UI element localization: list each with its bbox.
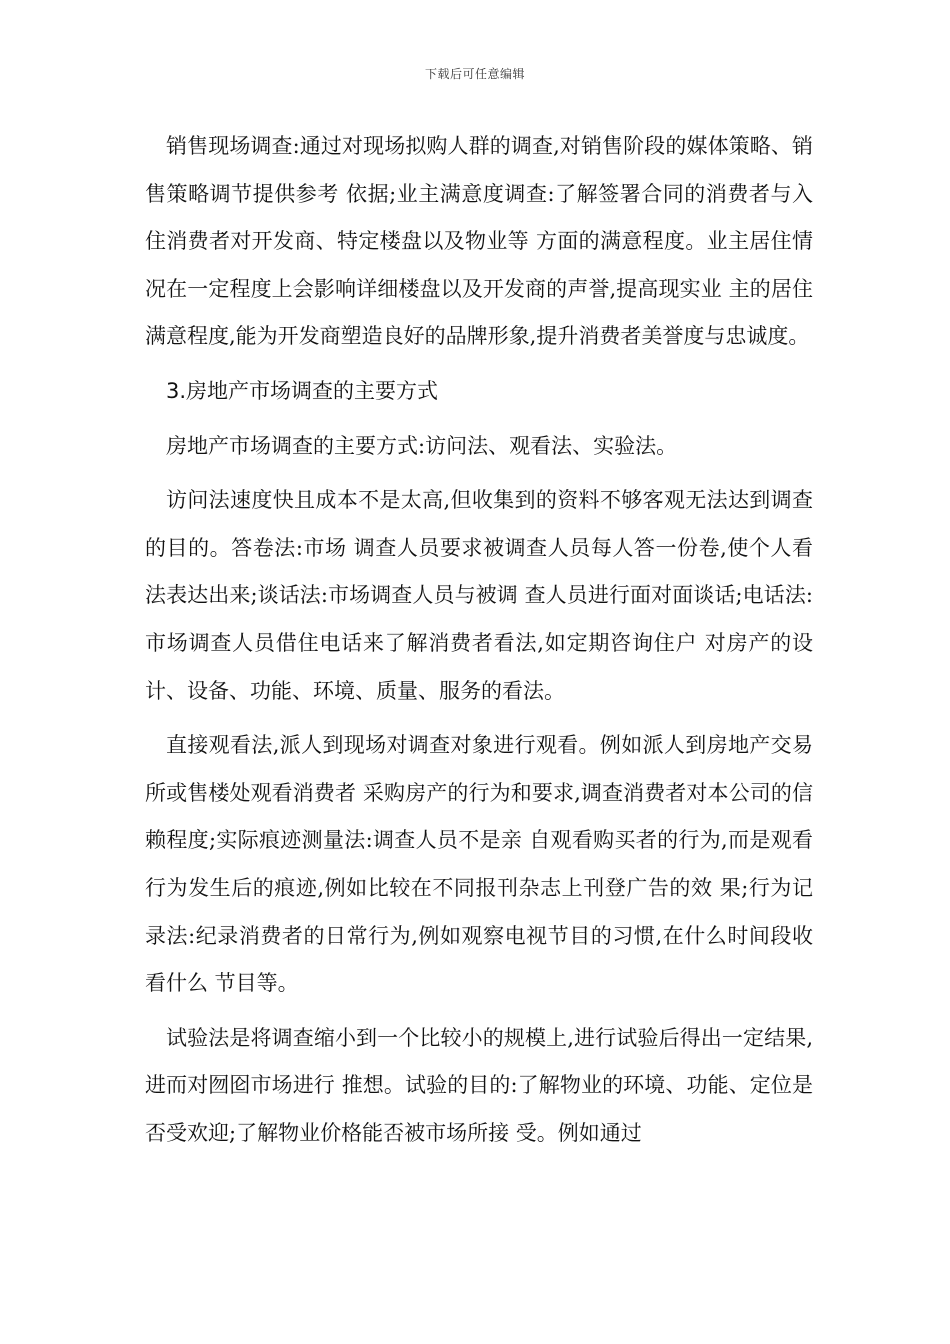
paragraph-methods-overview: 房地产市场调查的主要方式:访问法、观看法、实验法。 (166, 433, 678, 458)
page-header: 下载后可任意编辑 (424, 67, 525, 81)
paragraph-sales-survey: 销售现场调查:通过对现场拟购人群的调查,对销售阶段的媒体策略、销售策略调节提供参考 依据;业主满意度调查:了解签署合同的消费者与入住消费者对开发商、特定楼盘以及物业等 方面的满意程度。业主居住情况在一定程度上会影响详细楼盘以及开发商的声誉,提高现实业 主的居住满意程度,能为开发商塑造良好的品牌形象,提升消费者美誉度与忠诚度。 (145, 134, 813, 349)
paragraph-observation-method: 直接观看法,派人到现场对调查对象进行观看。例如派人到房地产交易所或售楼处观看消费者 采购房产的行为和要求,调查消费者对本公司的信赖程度;实际痕迹测量法:调查人员不是亲 自观看购买者的行为,而是观看行为发生后的痕迹,例如比较在不同报刊杂志上刊登广告的效 果;行为记录法:纪录消费者的日常行为,例如观察电视节目的习惯,在什么时间段收看什么 节目等。 (145, 733, 813, 996)
paragraph-experiment-method: 试验法是将调查缩小到一个比较小的规模上,进行试验后得出一定结果,进而对囫囵市场进行 推想。试验的目的:了解物业的环境、功能、定位是否受欢迎;了解物业价格能否被市场所接 受。例如通过 (145, 1025, 813, 1145)
document-body (145, 123, 813, 1164)
paragraph-interview-method: 访问法速度快且成本不是太高,但收集到的资料不够客观无法达到调查的目的。答卷法:市场 调查人员要求被调查人员每人答一份卷,使个人看法表达出来;谈话法:市场调查人员与被调 查人员进行面对面谈话;电话法:市场调查人员借住电话来了解消费者看法,如定期咨询住户 对房产的设计、设备、功能、环境、质量、服务的看法。 (145, 488, 813, 703)
section-heading: 3.房地产市场调查的主要方式 (166, 378, 439, 403)
